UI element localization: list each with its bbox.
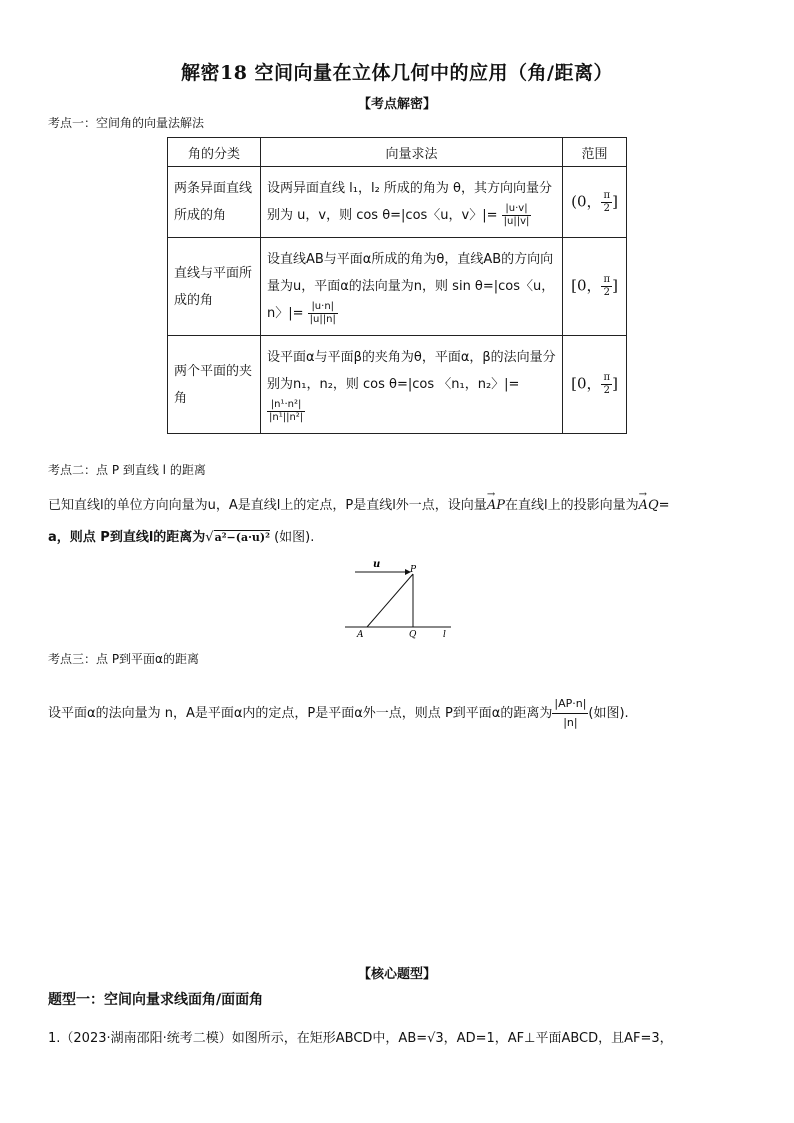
row-category: 两个平面的夹角 — [168, 336, 261, 434]
row-method-fraction — [267, 399, 305, 424]
angle-methods-table — [167, 137, 627, 434]
row-category: 两条异面直线所成的角 — [168, 167, 261, 238]
range-denominator: 2 — [603, 385, 610, 396]
table-header-method: 向量求法 — [261, 138, 563, 167]
range-numerator: π — [603, 189, 611, 201]
fraction-denominator: |u||n| — [309, 314, 336, 325]
sqrt-sign: √ — [205, 530, 214, 545]
table-row — [168, 167, 627, 238]
keypoint-2-paragraph-line2 — [48, 522, 314, 554]
label-u: u — [373, 560, 381, 570]
table-row — [168, 238, 627, 336]
range-denominator: 2 — [603, 202, 610, 214]
row-method-text: 设平面α与平面β的夹角为θ，平面α，β的法向量分别为n₁，n₂，则 cos θ=|cos 〈n₁，n₂〉|= — [267, 350, 556, 392]
row-method — [261, 336, 563, 434]
vector-ap: → AP — [487, 490, 505, 522]
keypoint-2-label: 考点二：点 P 到直线 l 的距离 — [48, 463, 206, 477]
kp2-text-5: (如图). — [269, 530, 315, 545]
row-method-text: 设直线AB与平面α所成的角为θ，直线AB的方向向量为u，平面α的法向量为n，则 sin θ=|cos〈u，n〉|= — [267, 252, 555, 321]
table-header-row — [168, 138, 627, 167]
kp2-text-1: 已知直线l的单位方向向量为u，A是直线l上的定点，P是直线l外一点，设向量 — [48, 498, 487, 513]
kp2-text-2: 在直线l上的投影向量为 — [504, 498, 639, 513]
section-core-heading: 【核心题型】 — [357, 967, 436, 982]
range-close: ] — [612, 374, 618, 393]
range-numerator: π — [603, 372, 611, 383]
label-l: l — [443, 630, 446, 640]
table-header-range: 范围 — [563, 138, 627, 167]
page-title: 解密18 空间向量在立体几何中的应用（角/距离） — [181, 62, 613, 84]
fraction-denominator: |n¹||n²| — [269, 412, 304, 423]
range-close: ] — [612, 192, 618, 210]
question-type-1-label: 题型一：空间向量求线面角/面面角 — [48, 992, 264, 1008]
vector-aq: → AQ — [639, 490, 659, 522]
fraction-denominator: |n| — [563, 716, 578, 729]
keypoint-3-label: 考点三：点 P到平面α的距离 — [48, 652, 199, 666]
range-denominator: 2 — [603, 287, 610, 298]
fraction-numerator: |n¹·n²| — [267, 399, 305, 412]
keypoint-2-paragraph-line1 — [48, 490, 670, 522]
kp3-text-2: (如图). — [588, 706, 629, 721]
range-low: 0， — [576, 276, 602, 295]
range-low: 0， — [576, 374, 602, 393]
table-header-category: 角的分类 — [168, 138, 261, 167]
fraction-numerator: |u·v| — [502, 203, 532, 216]
segment-ap — [367, 574, 413, 627]
fraction-numerator: |u·n| — [308, 301, 338, 314]
label-a: A — [357, 630, 364, 640]
range-fraction — [601, 190, 612, 215]
row-method — [261, 167, 563, 238]
distance-figure — [345, 560, 465, 640]
keypoint-1-label: 考点一：空间角的向量法解法 — [48, 116, 205, 130]
kp2-text-3: = — [658, 498, 670, 513]
range-open: ( — [571, 192, 577, 210]
label-p: P — [410, 565, 417, 575]
kp3-fraction — [552, 695, 588, 732]
row-category: 直线与平面所成的角 — [168, 238, 261, 336]
range-open: [ — [571, 374, 577, 393]
fraction-numerator: |AP·n| — [552, 695, 588, 714]
row-range — [563, 336, 627, 434]
range-fraction — [601, 372, 612, 397]
fraction-denominator: |u||v| — [503, 216, 530, 227]
question-1-text: 1.（2023·湖南邵阳·统考二模）如图所示，在矩形ABCD中，AB=√3，AD=1，AF⊥平面ABCD，且AF=3， — [48, 1031, 673, 1046]
kp3-text-1: 设平面α的法向量为 n，A是平面α内的定点，P是平面α外一点，则点 P到平面α的距离为 — [48, 706, 553, 721]
row-range — [563, 167, 627, 238]
range-open: [ — [571, 276, 577, 295]
section-keypoints-heading: 【考点解密】 — [357, 97, 436, 112]
range-low: 0， — [576, 192, 602, 210]
table-row — [168, 336, 627, 434]
row-method-fraction — [308, 301, 338, 326]
sqrt-body: a²−(a·u)² — [214, 531, 270, 544]
label-q: Q — [409, 630, 417, 640]
row-method — [261, 238, 563, 336]
row-method-text: 设两异面直线 l₁，l₂ 所成的角为 θ，其方向向量分别为 u，v，则 cos θ=|cos〈u，v〉|= — [267, 181, 552, 223]
keypoint-3-paragraph — [48, 695, 629, 732]
range-fraction — [601, 274, 612, 299]
kp2-text-4: a，则点 P到直线l的距离为 — [48, 530, 206, 545]
row-range — [563, 238, 627, 336]
row-method-fraction — [502, 203, 532, 228]
range-numerator: π — [603, 274, 611, 285]
range-close: ] — [612, 276, 618, 295]
